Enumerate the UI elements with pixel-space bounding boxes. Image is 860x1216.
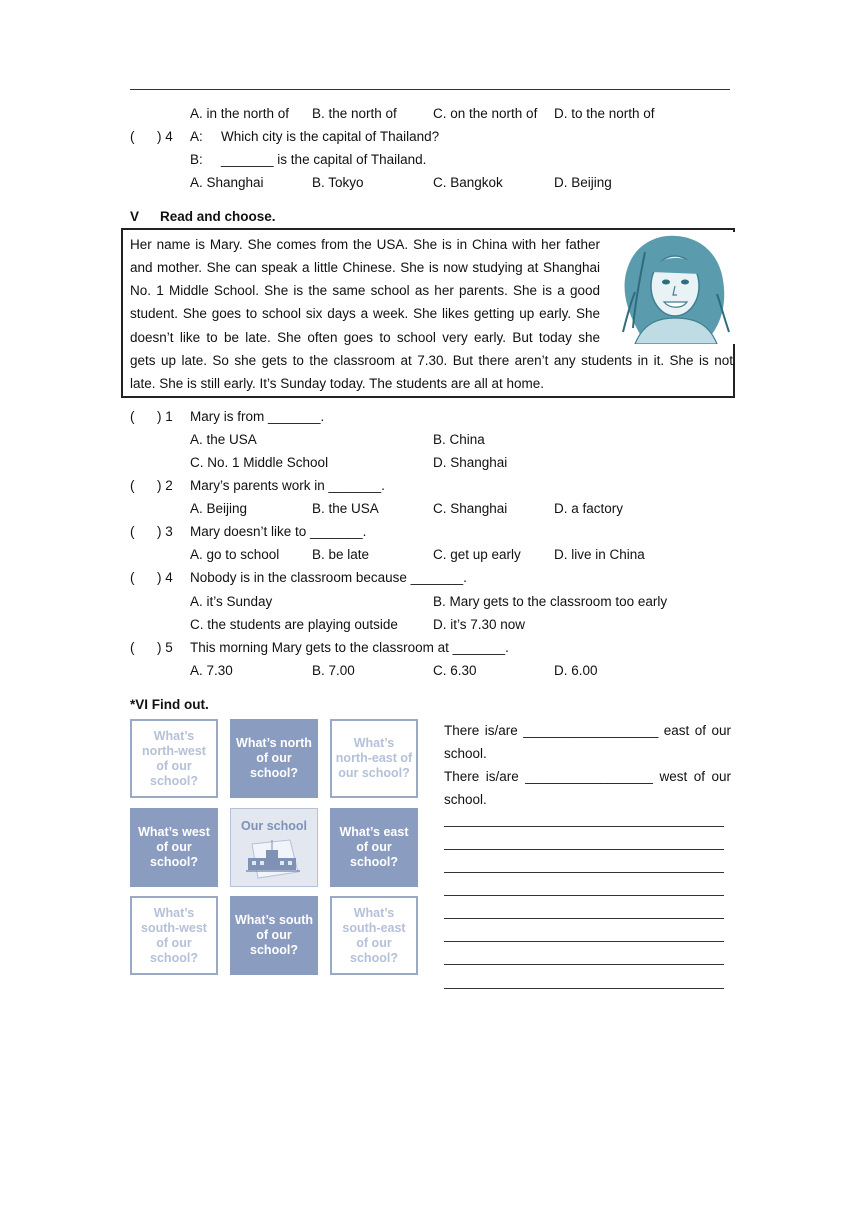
passage-line-6: gets up late. So she gets to the classroom at 7.30. But there aren’t any students in it. She is not — [130, 353, 733, 368]
question-number: ) 4 — [157, 570, 173, 585]
answer-line[interactable] — [444, 872, 724, 873]
girl-illustration — [605, 232, 735, 344]
option-a: A. go to school — [190, 547, 280, 562]
option-c: C. Shanghai — [433, 501, 508, 516]
s4-q4-b-label: B: — [190, 152, 203, 167]
answer-paren[interactable]: ( — [130, 524, 135, 539]
option-b: B. 7.00 — [312, 663, 355, 678]
s4-q4-option-d: D. Beijing — [554, 175, 612, 190]
s4-q3-option-d: D. to the north of — [554, 106, 655, 121]
answer-line[interactable] — [444, 941, 724, 942]
option-a: A. Beijing — [190, 501, 248, 516]
question-text: Mary’s parents work in _______. — [190, 478, 385, 493]
question-number: ) 5 — [157, 640, 173, 655]
s4-q4-b-text: _______ is the capital of Thailand. — [221, 152, 427, 167]
option-c: C. the students are playing outside — [190, 617, 398, 632]
option-c: C. 6.30 — [433, 663, 477, 678]
s5-numeral: V — [130, 209, 140, 224]
s4-q3-option-b: B. the north of — [312, 106, 397, 121]
find-out-line-4: school. — [444, 792, 487, 807]
passage-line-7: late. She is still early. It’s Sunday today. The students are all at home. — [130, 376, 544, 391]
option-a: A. 7.30 — [190, 663, 233, 678]
passage-line-5: doesn’t like to be late. She often goes to school very early. But today she — [130, 330, 600, 345]
s4-q4-option-b: B. Tokyo — [312, 175, 364, 190]
tile-north-east: What’s north-east of our school? — [330, 719, 418, 798]
tile-south: What’s south of our school? — [230, 896, 318, 975]
s5-title: Read and choose. — [160, 209, 276, 224]
option-d: D. a factory — [554, 501, 624, 516]
option-c: C. get up early — [433, 547, 521, 562]
tile-south-east: What’s south-east of our school? — [330, 896, 418, 975]
answer-line[interactable] — [444, 988, 724, 989]
option-c: C. No. 1 Middle School — [190, 455, 329, 470]
s4-q4-option-a: A. Shanghai — [190, 175, 264, 190]
answer-line[interactable] — [444, 895, 724, 896]
question-number: ) 1 — [157, 409, 173, 424]
header-rule — [130, 89, 730, 90]
answer-paren[interactable]: ( — [130, 570, 135, 585]
s6-title: *VI Find out. — [130, 697, 209, 712]
option-b: B. China — [433, 432, 485, 447]
question-number: ) 2 — [157, 478, 173, 493]
question-number: ) 3 — [157, 524, 173, 539]
option-d: D. it’s 7.30 now — [433, 617, 526, 632]
question-text: Nobody is in the classroom because _______. — [190, 570, 467, 585]
s4-q4-a-text: Which city is the capital of Thailand? — [221, 129, 440, 144]
answer-line[interactable] — [444, 918, 724, 919]
passage-line-3: No. 1 Middle School. She is the same school as her parents. She is a good — [130, 283, 600, 298]
answer-line[interactable] — [444, 964, 724, 965]
s4-q3-option-c: C. on the north of — [433, 106, 538, 121]
question-text: This morning Mary gets to the classroom at _______. — [190, 640, 509, 655]
option-b: B. be late — [312, 547, 370, 562]
option-b: B. Mary gets to the classroom too early — [433, 594, 668, 609]
answer-line[interactable] — [444, 826, 724, 827]
tile-south-west: What’s south-west of our school? — [130, 896, 218, 975]
s4-q4-paren: ( — [130, 129, 135, 144]
passage-line-1: Her name is Mary. She comes from the USA. She is in China with her father — [130, 237, 600, 252]
option-d: D. Shanghai — [433, 455, 508, 470]
option-a: A. it’s Sunday — [190, 594, 273, 609]
answer-paren[interactable]: ( — [130, 409, 135, 424]
option-a: A. the USA — [190, 432, 257, 447]
answer-paren[interactable]: ( — [130, 478, 135, 493]
option-b: B. the USA — [312, 501, 379, 516]
passage-line-4: student. She goes to school six days a week. She likes getting up early. She — [130, 306, 600, 321]
option-d: D. live in China — [554, 547, 645, 562]
answer-paren[interactable]: ( — [130, 640, 135, 655]
question-text: Mary doesn’t like to _______. — [190, 524, 367, 539]
option-d: D. 6.00 — [554, 663, 598, 678]
passage-line-2: and mother. She can speak a little Chinese. She is now studying at Shanghai — [130, 260, 600, 275]
find-out-line-1: There is/are __________________ east of our — [444, 723, 731, 738]
find-out-line-3: There is/are _________________ west of our — [444, 769, 731, 784]
answer-line[interactable] — [444, 849, 724, 850]
question-text: Mary is from _______. — [190, 409, 325, 424]
tile-our-school-label: Our school — [241, 819, 307, 833]
s4-q3-option-a: A. in the north of — [190, 106, 290, 121]
s4-q4-option-c: C. Bangkok — [433, 175, 503, 190]
tile-north-west: What’s north-west of our school? — [130, 719, 218, 798]
tile-north: What’s north of our school? — [230, 719, 318, 798]
tile-west: What’s west of our school? — [130, 808, 218, 887]
find-out-line-2: school. — [444, 746, 487, 761]
s4-q4-number: ) 4 — [157, 129, 173, 144]
school-building-icon — [244, 836, 304, 882]
tile-east: What’s east of our school? — [330, 808, 418, 887]
s4-q4-a-label: A: — [190, 129, 203, 144]
